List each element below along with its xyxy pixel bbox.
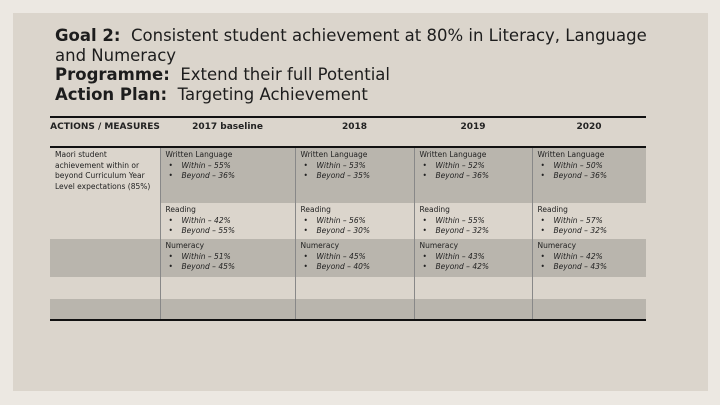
within-value: Within – 52% xyxy=(435,160,485,170)
beyond-value: Beyond – 42% xyxy=(435,262,489,271)
within-value: Within – 42% xyxy=(553,251,603,261)
table-row xyxy=(50,299,646,320)
table-cell xyxy=(414,203,532,239)
table-row xyxy=(50,147,646,203)
action-plan-line xyxy=(55,85,655,105)
within-value: Within – 56% xyxy=(316,215,366,225)
section-name: Written Language xyxy=(300,150,368,159)
beyond-value: Beyond – 36% xyxy=(181,171,235,180)
beyond-value: Beyond – 55% xyxy=(181,226,235,235)
beyond-value: Beyond – 30% xyxy=(316,226,370,235)
section-name: Numeracy xyxy=(537,241,577,250)
beyond-value: Beyond – 32% xyxy=(435,226,489,235)
table-cell xyxy=(50,277,160,299)
table-cell xyxy=(532,203,646,239)
section-name: Reading xyxy=(165,205,196,214)
table-cell xyxy=(414,277,532,299)
beyond-value: Beyond – 45% xyxy=(181,262,235,271)
table-cell xyxy=(532,299,646,320)
programme-line xyxy=(55,65,655,85)
table-cell xyxy=(414,299,532,320)
beyond-value: Beyond – 36% xyxy=(435,171,489,180)
within-value: Within – 42% xyxy=(181,215,231,225)
header-2020: 2020 xyxy=(576,122,602,132)
row-label: Maori student achievement within or beyond Curriculum Year Level expectations (85%) xyxy=(50,147,160,203)
table-cell xyxy=(295,203,414,239)
table-cell xyxy=(160,277,295,299)
goal-text: Consistent student achievement at 80% in Literacy, Language and Numeracy xyxy=(55,26,647,65)
within-value: Within – 57% xyxy=(553,215,603,225)
table-cell xyxy=(414,147,532,203)
header-2017: 2017 baseline xyxy=(192,122,263,132)
within-value: Within – 51% xyxy=(181,251,231,261)
section-name: Written Language xyxy=(165,150,233,159)
programme-label: Programme: xyxy=(55,65,170,84)
section-name: Numeracy xyxy=(165,241,205,250)
section-name: Reading xyxy=(419,205,450,214)
within-value: Within – 53% xyxy=(316,160,366,170)
within-value: Within – 50% xyxy=(553,160,603,170)
section-name: Written Language xyxy=(419,150,487,159)
within-value: Within – 45% xyxy=(316,251,366,261)
goal-label: Goal 2: xyxy=(55,26,121,45)
header-actions: ACTIONS / MEASURES xyxy=(50,122,160,132)
table-cell xyxy=(295,147,414,203)
programme-text: Extend their full Potential xyxy=(180,65,390,84)
section-name: Reading xyxy=(300,205,331,214)
table-row xyxy=(50,239,646,277)
table-cell xyxy=(50,299,160,320)
table-header-row xyxy=(50,117,646,147)
slide-heading xyxy=(55,26,655,104)
section-name: Numeracy xyxy=(419,241,459,250)
table-cell xyxy=(532,147,646,203)
table-cell xyxy=(414,239,532,277)
table-cell xyxy=(50,203,160,239)
table-cell xyxy=(295,299,414,320)
table-cell xyxy=(532,239,646,277)
table-cell xyxy=(160,203,295,239)
section-name: Numeracy xyxy=(300,241,340,250)
section-name: Written Language xyxy=(537,150,605,159)
table-cell xyxy=(160,147,295,203)
table-row xyxy=(50,203,646,239)
table-cell xyxy=(532,277,646,299)
table-cell xyxy=(50,239,160,277)
section-name: Reading xyxy=(537,205,568,214)
within-value: Within – 43% xyxy=(435,251,485,261)
beyond-value: Beyond – 35% xyxy=(316,171,370,180)
header-2019: 2019 xyxy=(460,122,486,132)
within-value: Within – 55% xyxy=(181,160,231,170)
header-2018: 2018 xyxy=(341,122,368,132)
beyond-value: Beyond – 36% xyxy=(553,171,607,180)
beyond-value: Beyond – 32% xyxy=(553,226,607,235)
goal-line xyxy=(55,26,655,65)
table-row xyxy=(50,277,646,299)
within-value: Within – 55% xyxy=(435,215,485,225)
achievement-table xyxy=(50,116,646,321)
beyond-value: Beyond – 40% xyxy=(316,262,370,271)
table-cell xyxy=(295,239,414,277)
table-cell xyxy=(295,277,414,299)
action-plan-label: Action Plan: xyxy=(55,84,168,104)
action-plan-text: Targeting Achievement xyxy=(177,84,368,104)
beyond-value: Beyond – 43% xyxy=(553,262,607,271)
table-cell xyxy=(160,299,295,320)
table-cell xyxy=(160,239,295,277)
